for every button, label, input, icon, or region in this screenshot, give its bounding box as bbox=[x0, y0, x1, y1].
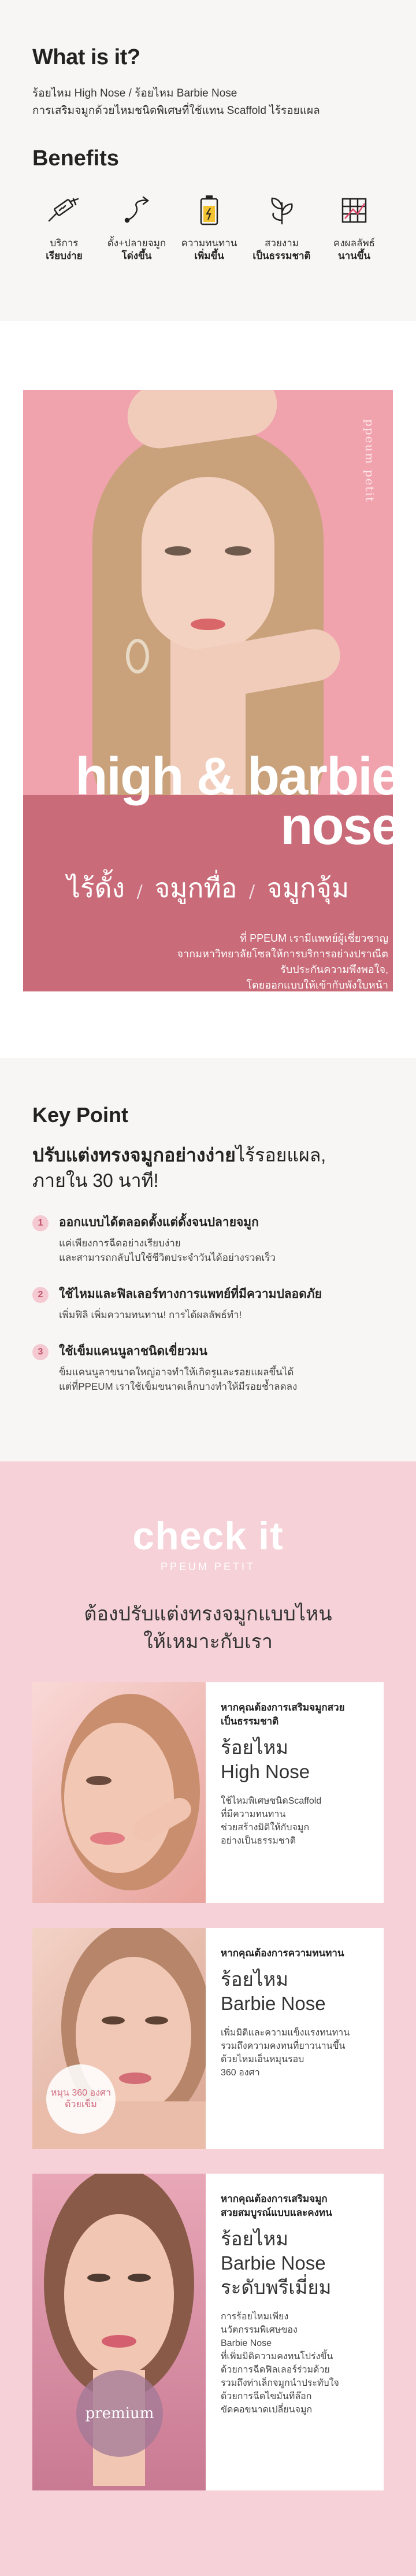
leaf-icon bbox=[250, 193, 314, 228]
desc-line: และสามารถกลับไปใช้ชีวิตประจำวันได้อย่างรวดเร็ว bbox=[59, 1252, 276, 1263]
benefit-item bbox=[32, 193, 96, 262]
key-point-item-title: ใช้ไหมและฟิลเลอร์ทางการแพทย์ที่มีความปลอดภัย bbox=[59, 1287, 322, 1301]
desc-line: ข็มแคนนูลาขนาดใหญ่อาจทำให้เกิดรูและรอยแผลขึ้นได้ bbox=[59, 1367, 294, 1378]
check-it-title: check it bbox=[132, 1514, 284, 1558]
product-line: ร้อยไหม bbox=[221, 1968, 288, 1990]
benefit-line2: โด่งขึ้น bbox=[121, 250, 152, 261]
desc-line: รวมถึงความคงทนที่ยาวนานขึ้น bbox=[221, 2041, 346, 2051]
card-body bbox=[221, 1701, 377, 1848]
card-description bbox=[221, 1794, 377, 1848]
key-point-number: 2 bbox=[32, 1287, 49, 1303]
spin-badge: หมุน 360 องศา ด้วยเข็ม bbox=[46, 2064, 116, 2134]
card-description bbox=[221, 2310, 377, 2416]
option-card-barbie-nose-premium[interactable] bbox=[32, 2174, 384, 2490]
benefit-item bbox=[250, 193, 314, 262]
check-it-question bbox=[0, 1600, 416, 1656]
card-heading bbox=[221, 2192, 377, 2220]
what-is-it-section bbox=[0, 0, 416, 321]
benefit-item bbox=[322, 193, 386, 262]
hero-sub-part: จมูกจุ้ม bbox=[266, 872, 350, 904]
card-product-name bbox=[221, 2227, 377, 2300]
key-point-item bbox=[32, 1343, 384, 1394]
product-line: ระดับพรีเมี่ยม bbox=[221, 2277, 332, 2298]
key-point-item-desc bbox=[59, 1308, 322, 1322]
lips-shape bbox=[191, 619, 225, 630]
key-point-item-title: ออกแบบได้ตลอดตั้งแต่ดั้งจนปลายจมูก bbox=[59, 1216, 259, 1229]
hero-sub-part: จมูกทื่อ bbox=[154, 872, 237, 904]
benefit-item bbox=[177, 193, 241, 262]
hero-model-photo bbox=[23, 390, 393, 795]
option-card-barbie-nose[interactable] bbox=[32, 1928, 384, 2149]
desc-line: อย่างเป็นธรรมชาติ bbox=[221, 1836, 296, 1846]
eye-shape bbox=[225, 546, 251, 556]
card-body bbox=[221, 1946, 377, 2079]
benefit-line1: คงผลลัพธ์ bbox=[333, 238, 376, 249]
desc-line: ใช้ไหมพิเศษชนิดScaffold bbox=[221, 1796, 322, 1806]
key-point-number: 1 bbox=[32, 1215, 49, 1231]
card-body bbox=[221, 2192, 377, 2416]
desc-line: เพิ่มฟิลิ เพิ่มความทนทาน! การได้ผลลัพธ์ทำ! bbox=[59, 1309, 242, 1320]
heading-line: หากคุณต้องการเสริมจมูกสวย bbox=[221, 1702, 345, 1713]
desc-line: เพิ่มมิติและความแข็งแรงทนทาน bbox=[221, 2028, 350, 2038]
desc-line: แต่ที่PPEUM เราใช้เข็มขนาดเล็กบางทำให้มีรอยช้ำลดลง bbox=[59, 1381, 298, 1392]
key-point-lead-bold: ปรับแต่งทรงจมูกอย่างง่าย bbox=[32, 1145, 236, 1165]
hero-title bbox=[0, 747, 416, 856]
benefit-line2: เรียบง่าย bbox=[46, 250, 83, 261]
desc-line: ด้วยการฉีดไขมันทีล๊อก bbox=[221, 2392, 312, 2401]
card-heading bbox=[221, 1701, 377, 1729]
key-point-item-title: ใช้เข็มแคนนูลาชนิดเขี่ยวมน bbox=[59, 1345, 207, 1358]
product-line: Barbie Nose bbox=[221, 1993, 326, 2014]
description-line: การเสริมจมูกด้วยไหมชนิดพิเศษที่ใช้แทน Scaffold ไร้รอยแผล bbox=[32, 105, 320, 117]
hero-text-line: ที่ PPEUM เรามีแพทย์ผู้เชี่ยวชาญ bbox=[240, 932, 388, 944]
benefits-title: Benefits bbox=[32, 146, 119, 171]
battery-icon bbox=[177, 193, 241, 228]
syringe-icon bbox=[32, 193, 96, 228]
benefit-line1: สวยงาม bbox=[265, 238, 299, 249]
desc-line: นวัตกรรมพิเศษของ bbox=[221, 2325, 298, 2335]
desc-line: ด้วยไหมเอ็นหมุนรอบ bbox=[221, 2055, 304, 2064]
heading-line: เป็นธรรมชาติ bbox=[221, 1716, 279, 1727]
desc-line: ที่เพิ่มมิติความคงทนโปร่งขึ้น bbox=[221, 2352, 333, 2362]
check-it-section bbox=[0, 1461, 416, 2576]
hero-description bbox=[122, 931, 388, 993]
question-line: ให้เหมาะกับเรา bbox=[143, 1631, 273, 1653]
desc-line: การร้อยไหมเพียง bbox=[221, 2312, 289, 2322]
hero-text-line: รับประกันความพึงพอใจ, bbox=[280, 964, 388, 975]
hero-sub-separator: / bbox=[249, 882, 255, 902]
desc-line: Barbie Nose bbox=[221, 2338, 272, 2348]
desc-line: แค่เพียงการฉีดอย่างเรียบง่าย bbox=[59, 1238, 181, 1249]
card-description bbox=[221, 2026, 377, 2079]
desc-line: ขัดคอขนาดเปลี่ยนจมูก bbox=[221, 2405, 313, 2415]
desc-line: ช่วยสร้างมิติให้กับจมูก bbox=[221, 1823, 310, 1833]
hero-brand-vertical: ppeum petit bbox=[363, 419, 377, 503]
hero-text-line: โดยออกแบบให้เข้ากับพังใบหน้า bbox=[246, 979, 388, 991]
grid-icon bbox=[322, 193, 386, 228]
desc-line: 360 องศา bbox=[221, 2068, 260, 2078]
key-point-item-desc bbox=[59, 1365, 297, 1394]
desc-line: ด้วยการฉีดฟิลเลอร์ร่วมด้วย bbox=[221, 2365, 330, 2375]
heading-line: หากคุณต้องการเสริมจมูก bbox=[221, 2193, 328, 2204]
premium-badge: premium bbox=[76, 2370, 163, 2457]
benefit-line1: บริการ bbox=[50, 238, 79, 249]
benefit-line2: นานขึ้น bbox=[337, 250, 371, 261]
hero-sub-part: ไร้ดั้ง bbox=[66, 872, 125, 904]
hero-title-line: high & barbie bbox=[75, 747, 400, 806]
key-point-title: Key Point bbox=[32, 1103, 129, 1127]
benefit-line2: เป็นธรรมชาติ bbox=[252, 250, 311, 261]
key-point-item-desc bbox=[59, 1236, 276, 1265]
key-point-lead-rest: ไร้รอยแผล, bbox=[235, 1145, 326, 1165]
key-point-section bbox=[0, 1058, 416, 1461]
hero-subtitle bbox=[23, 867, 393, 909]
key-point-item bbox=[32, 1214, 384, 1265]
product-line: ร้อยไหม bbox=[221, 2228, 288, 2249]
what-is-it-title: What is it? bbox=[32, 45, 140, 69]
key-point-lead bbox=[32, 1142, 384, 1193]
card-photo bbox=[32, 2174, 206, 2490]
key-point-number: 3 bbox=[32, 1344, 49, 1360]
heading-line: สวยสมบูรณ์แบบและคงทน bbox=[221, 2207, 332, 2218]
check-it-subtitle: PPEUM PETIT bbox=[160, 1561, 255, 1572]
curve-arrow-icon bbox=[105, 193, 169, 228]
card-heading: หากคุณต้องการความทนทาน bbox=[221, 1948, 344, 1959]
benefit-line2: เพิ่มขึ้น bbox=[194, 250, 224, 261]
hero-text-line: จากมหาวิทยาลัยโซลให้การบริการอย่างปราณีต bbox=[177, 948, 388, 960]
eye-shape bbox=[165, 546, 191, 556]
product-line: ร้อยไหม bbox=[221, 1737, 288, 1758]
hero-sub-separator: / bbox=[136, 882, 143, 902]
card-product-name bbox=[221, 1735, 377, 1784]
card-photo bbox=[32, 1682, 206, 1903]
earring-shape bbox=[126, 639, 149, 673]
card-photo bbox=[32, 1928, 206, 2149]
key-point-item bbox=[32, 1286, 384, 1322]
card-product-name bbox=[221, 1967, 377, 2016]
benefit-line1: ความทนทาน bbox=[181, 238, 237, 249]
product-line: High Nose bbox=[221, 1761, 310, 1782]
product-line: Barbie Nose bbox=[221, 2252, 326, 2274]
desc-line: รวมถึงท่าเล็กจมูกนำประทับใจ bbox=[221, 2378, 339, 2388]
question-line: ต้องปรับแต่งทรงจมูกแบบไหน bbox=[84, 1603, 332, 1625]
what-is-it-description bbox=[32, 85, 384, 120]
benefits-list bbox=[32, 193, 386, 262]
benefit-item bbox=[105, 193, 169, 262]
description-line: ร้อยไหม High Nose / ร้อยไหม Barbie Nose bbox=[32, 87, 237, 99]
option-card-high-nose[interactable] bbox=[32, 1682, 384, 1903]
desc-line: ที่มีความทนทาน bbox=[221, 1809, 286, 1819]
hero-section bbox=[0, 321, 416, 1058]
key-point-lead-line2: ภายใน 30 นาที! bbox=[32, 1170, 159, 1191]
hero-title-line: nose bbox=[280, 797, 400, 856]
benefit-line1: ดั้ง+ปลายจมูก bbox=[107, 238, 166, 249]
